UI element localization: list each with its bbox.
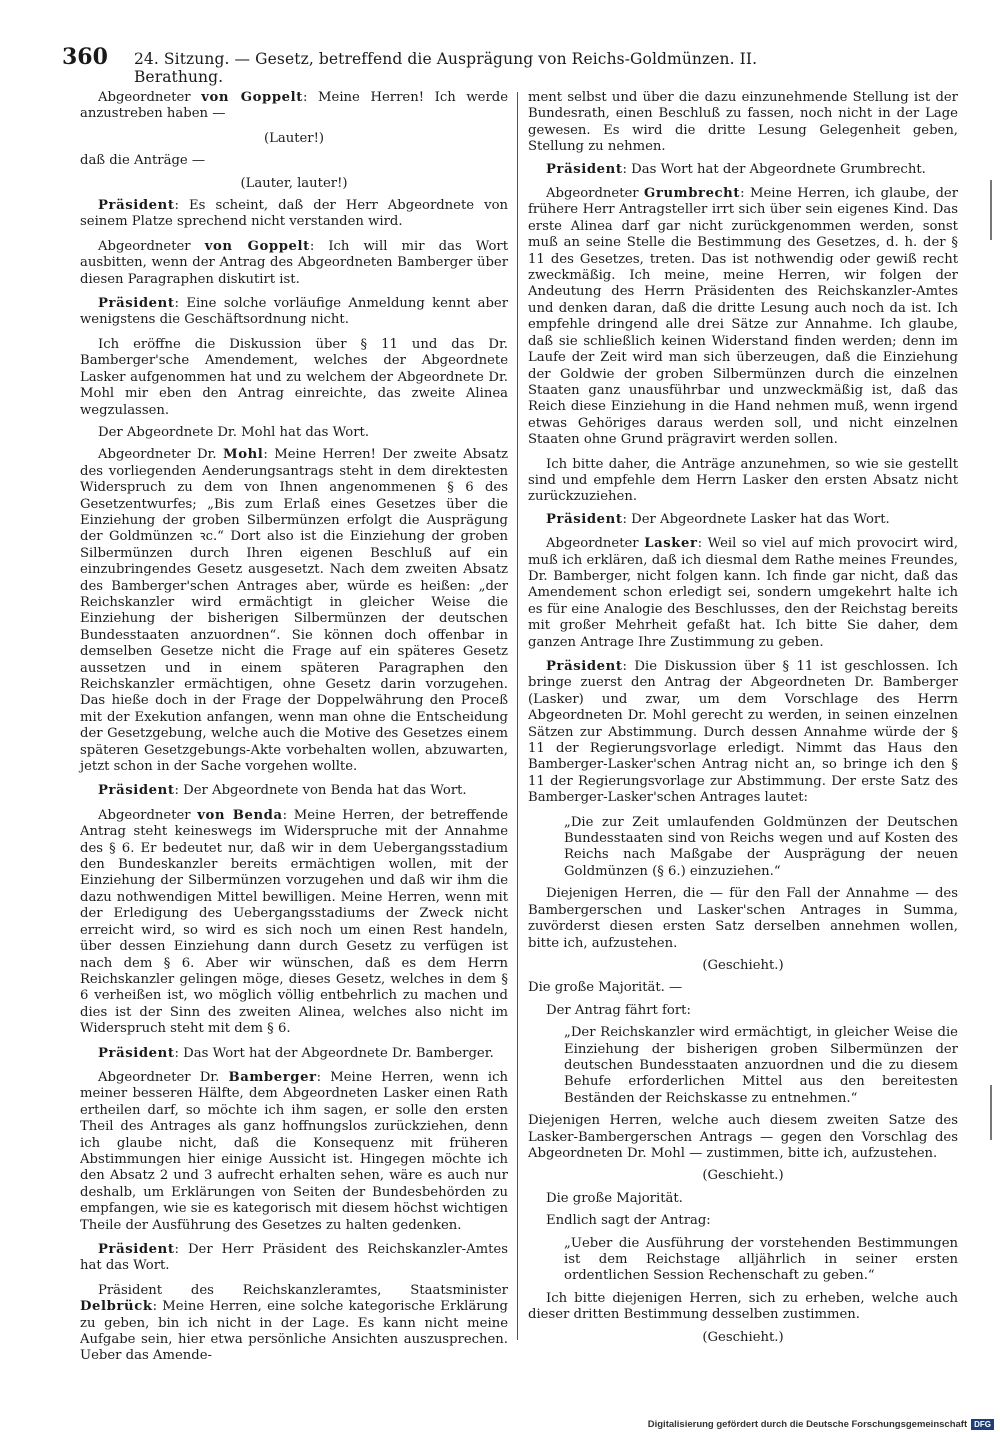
speech-paragraph (80, 808, 508, 1038)
speech-paragraph (80, 239, 508, 288)
speech-text: : Meine Herren, wenn ich meiner besseren Hälfte, dem Abgeordneten Lasker einen Rath ertheilen darf, so möchte ich ihm sagen, er solle den ersten Theil des Antrages als ganz hoffnungslos zurückziehen, denn ich glaube nicht, daß die Konsequenz mit früheren Abstimmungen hier einige Aussicht ist. Hingegen möchte ich den Absatz 2 und 3 aufrecht erhalten sehen, wäre es auch nur deshalb, um Erklärungen von Seiten der Bundesbehörden zu empfangen, wie sie es kategorisch mit diesem höchst wichtigen Theile der Ausführung des Gesetzes zu halten gedenken. (80, 1069, 508, 1233)
speech-paragraph (80, 447, 508, 775)
margin-mark (990, 1085, 992, 1140)
speaker-title: Abgeordneter Dr. (98, 1069, 229, 1085)
page-header (62, 44, 842, 86)
speaker-name: Bamberger (228, 1069, 317, 1085)
speaker-name: Delbrück (80, 1299, 153, 1315)
speech-paragraph (528, 186, 958, 449)
speaker-name: Lasker (644, 536, 698, 552)
right-column (528, 90, 958, 1352)
speaker-name: Präsident (546, 511, 623, 527)
speaker-title: Abgeordneter (98, 90, 202, 105)
text-paragraph: Der Abgeordnete Dr. Mohl hat das Wort. (98, 424, 370, 440)
speech-text: : Meine Herren, eine solche kategorische Erklärung zu geben, bin ich nicht in der Lage. Es kann nicht meine Aufgabe sein, hier etwa persönliche Ansichten auszusprechen. Ueber das Amende- (80, 1299, 508, 1364)
quoted-motion: „Ueber die Ausführung der vorstehenden Bestimmungen ist dem Reichstage alljährlich in seiner ersten ordentlichen Session Rechenschaft zu geben.“ (564, 1235, 958, 1284)
stage-direction: (Geschieht.) (702, 1329, 784, 1345)
text-paragraph: daß die Anträge — (80, 153, 206, 169)
speech-paragraph (528, 536, 958, 651)
speech-text: : Der Abgeordnete von Benda hat das Wort. (174, 783, 467, 799)
speech-text: : Meine Herren, der betreffende Antrag steht keineswegs im Widerspruche mit der Annahme des § 6. Er bedeutet nur, daß wir in dem Uebergangsstadium den Bundeskanzler bereits ermächtigen wollen, mit der Einziehung der Silbermünzen vorzugehen und daß wir ihm die dazu nothwendigen Mittel bewilligen. Meine Herren, wenn mit der Erledigung des Uebergangsstadiums der Zweck nicht erreicht wird, so wird es sich noch um einen Rest handeln, über dessen Einziehung dann durch Gesetz zu verfügen ist nach dem § 6. Aber wir wünschen, daß es dem Herrn Reichskanzler gelingen möge, dieses Gesetz, welches in dem § 6 verheißen ist, wo möglich völlig entbehrlich zu machen und dies ist der Sinn des zweiten Alinea, welches also nicht im Widerspruch steht mit dem § 6. (80, 807, 508, 1037)
text-paragraph: Die große Majorität. — (528, 980, 683, 996)
speech-text: : Es scheint, daß der Herr Abgeordnete von seinem Platze sprechend nicht verstanden wird. (80, 198, 508, 230)
quoted-motion: „Die zur Zeit umlaufenden Goldmünzen der Deutschen Bundesstaaten sind von Reichs wegen und auf Kosten des Reichs nach Maßgabe der Ausprägung der neuen Goldmünzen (§ 6.) einzuziehen.“ (564, 814, 958, 879)
speech-text: : Meine Herren, ich glaube, der frühere Herr Antragsteller irrt sich über sein eigenes Kind. Das erste Alinea darf gar nicht zurückgenommen werden, sonst muß an seine Stelle die Bestimmung des Gesetzes, d. h. der § 11 des Gesetzes, treten. Das ist nothwendig oder gewiß recht zweckmäßig. Ich meine, meine Herren, wir folgen der Andeutung des Herrn Präsidenten des Reichskanzler-Amtes und denken daran, daß die dritte Lesung auch noch da ist. Ich empfehle dringend alle drei Sätze zur Annahme. Ich glaube, daß sie schließlich keinen Widerstand finden werden; denn im Laufe der Zeit wird man sich überzeugen, daß die Einziehung der Goldwie der groben Silbermünzen durch die einzelnen Staaten ganz unausführbar und unzweckmäßig ist, daß das Reich diese Einziehung in die Hand nehmen muß, wenn irgend etwas Gehöriges daraus werden soll, und nicht einzelnen Staaten ohne Grund prägravirt werden sollen. (528, 186, 959, 448)
text-paragraph: Ich bitte daher, die Anträge anzunehmen, so wie sie gestellt sind und empfehle dem Herrn Lasker den ersten Absatz nicht zurückzuziehen. (528, 456, 958, 505)
speech-paragraph (528, 512, 958, 528)
speech-text: : Weil so viel auf mich provocirt wird, muß ich erklären, daß ich diesmal dem Rathe meines Freundes, Dr. Bamberger, nicht folgen kann. Ich finde gar nicht, daß das Amendement schon erledigt sei, sondern umgekehrt halte ich es für eine Analogie des Beschlusses, den der Reichstag bereits mit großer Mehrheit gefaßt hat. Ich bitte Sie daher, dem ganzen Antrage Ihre Zustimmung zu geben. (528, 536, 959, 650)
speech-paragraph (528, 659, 958, 807)
speaker-title: Abgeordneter (546, 186, 645, 202)
left-column (80, 90, 508, 1373)
column-divider (517, 92, 518, 1340)
text-paragraph: Die große Majorität. (546, 1190, 683, 1206)
speaker-name: Präsident (98, 1045, 175, 1061)
speech-paragraph (528, 162, 958, 178)
dfg-logo: DFG (971, 1419, 994, 1430)
speech-paragraph (80, 1242, 508, 1275)
speech-paragraph (80, 296, 508, 329)
running-head: 24. Sitzung. — Gesetz, betreffend die Ausprägung von Reichs-Goldmünzen. II. Berathung. (133, 50, 758, 86)
speech-text: : Meine Herren! Ich werde anzustreben haben — (80, 90, 509, 122)
speaker-title: Abgeordneter (546, 536, 645, 552)
text-paragraph: Ich eröffne die Diskussion über § 11 und das Dr. Bamberger'sche Amendement, welches der Abgeordnete Lasker aufgenommen hat und zu welchem der Abgeordnete Dr. Mohl mir eben den Antrag einreichte, das zweite Alinea wegzulassen. (80, 336, 508, 418)
speech-paragraph (80, 1283, 508, 1365)
stage-direction: (Lauter!) (263, 130, 325, 146)
text-paragraph: Endlich sagt der Antrag: (546, 1213, 711, 1229)
speech-paragraph (80, 1046, 508, 1062)
stage-direction: (Geschieht.) (702, 1168, 784, 1184)
stage-direction: (Lauter, lauter!) (240, 175, 348, 191)
speaker-name: Grumbrecht (644, 186, 741, 202)
text-paragraph: Der Antrag fährt fort: (546, 1002, 691, 1018)
speech-text: : Der Abgeordnete Lasker hat das Wort. (622, 511, 890, 527)
speech-text: : Die Diskussion über § 11 ist geschlossen. Ich bringe zuerst den Antrag der Abgeordneten Dr. Bamberger (Lasker) und zwar, um dem Vorschlage des Herrn Abgeordneten Dr. Mohl gerecht zu werden, in seinen einzelnen Sätzen zur Abstimmung. Durch dessen Annahme würde der § 11 der Regierungsvorlage erledigt. Nimmt das Haus den Bamberger-Lasker'schen Antrag nicht an, so bringe ich den § 11 der Regierungsvorlage zur Abstimmung. Der erste Satz des Bamberger-Lasker'schen Antrages lautet: (528, 659, 958, 806)
speaker-name: Mohl (223, 447, 264, 463)
speech-paragraph (80, 783, 508, 799)
speaker-name: Präsident (546, 161, 623, 177)
speaker-name: Präsident (98, 1242, 175, 1257)
speech-paragraph (80, 198, 508, 231)
speaker-title: Abgeordneter Dr. (98, 447, 223, 463)
speaker-name: Präsident (98, 198, 175, 214)
speaker-name: von Goppelt (201, 90, 303, 105)
speech-text: : Eine solche vorläufige Anmeldung kennt aber wenigstens die Geschäftsordnung nicht. (80, 296, 508, 328)
page-number: 360 (62, 44, 108, 70)
speech-paragraph (80, 90, 508, 123)
quoted-motion: „Der Reichskanzler wird ermächtigt, in gleicher Weise die Einziehung der bisherigen groben Silbermünzen der deutschen Bundesstaaten anzuordnen und die zu diesem Behufe erforderlichen Mittel aus den bereitesten Beständen der Reichskasse zu entnehmen.“ (564, 1025, 958, 1106)
speaker-name: von Goppelt (204, 238, 310, 254)
speaker-name: Präsident (98, 783, 175, 799)
speech-text: : Ich will mir das Wort ausbitten, wenn der Antrag des Abgeordneten Bamberger über diesen Paragraphen diskutirt ist. (80, 238, 508, 287)
credit-text: Digitalisierung gefördert durch die Deutsche Forschungsgemeinschaft (647, 1419, 968, 1430)
speaker-name: Präsident (98, 296, 175, 312)
digitization-credit (648, 1419, 994, 1430)
speaker-name: Präsident (546, 659, 623, 674)
speaker-title: Präsident des Reichskanzleramtes, Staatsminister (98, 1282, 508, 1298)
stage-direction: (Geschieht.) (702, 957, 784, 973)
speech-text: : Das Wort hat der Abgeordnete Grumbrecht. (622, 161, 926, 177)
speaker-title: Abgeordneter (98, 238, 205, 254)
text-paragraph: Diejenigen Herren, welche auch diesem zweiten Satze des Lasker-Bambergerschen Antrags — gegen den Vorschlag des Abgeordneten Dr. Mohl — zustimmen, bitte ich, aufzustehen. (528, 1113, 958, 1161)
speech-text: : Meine Herren! Der zweite Absatz des vorliegenden Aenderungsantrags steht in dem direktesten Widerspruch zu dem von Ihnen angenommenen § 6 des Gesetzentwurfes; „Bis zum Erlaß eines Gesetzes über die Einziehung der groben Silbermünzen erfolgt die Ausprägung der Goldmünzen ꝛc.“ Dort also ist die Einziehung der groben Silbermünzen durch Ihren eigenen Beschluß auf ein einzubringendes Gesetz ausgesetzt. Nach dem zweiten Absatz des Bamberger'schen Antrages aber, würde es heißen: „der Reichskanzler wird ermächtigt in gleicher Weise die Einziehung der bisherigen Silbermünzen der deutschen Bundesstaaten anzuordnen“. Sie können doch offenbar in demselben Gesetze nicht die Frage auf ein späteres Gesetz aussetzen und in einem späteren Paragraphen den Reichskanzler ermächtigen, ohne Gesetz darin vorzugehen. Das hieße doch in der Frage der Doppelwährung den Proceß mit der Exekution anfangen, wenn man ohne die Entscheidung der Gesetzgebung, welche auch die Motive des Gesetzes einem späteren Gesetzgebungs-Akte vorbehalten wollen, abzuwarten, jetzt schon in der Sache vorgehen wollte. (80, 447, 508, 775)
speaker-name: von Benda (197, 807, 283, 823)
speech-text: : Der Herr Präsident des Reichskanzler-Amtes hat das Wort. (80, 1242, 508, 1274)
speech-text: : Das Wort hat der Abgeordnete Dr. Bamberger. (174, 1045, 494, 1061)
speech-paragraph (80, 1070, 508, 1234)
text-paragraph: Diejenigen Herren, die — für den Fall der Annahme — des Bambergerschen und Lasker'schen Antrages in Summa, zuvörderst diesen ersten Satz derselben annehmen wollen, bitte ich, aufzustehen. (528, 886, 958, 951)
text-paragraph: ment selbst und über die dazu einzunehmende Stellung ist der Bundesrath, einen Beschluß zu fassen, noch nicht in der Lage gewesen. Es wird die dritte Lesung Gelegenheit geben, Stellung zu nehmen. (528, 90, 958, 155)
text-paragraph: Ich bitte diejenigen Herren, sich zu erheben, welche auch dieser dritten Bestimmung desselben zustimmen. (528, 1290, 958, 1323)
speaker-title: Abgeordneter (98, 807, 198, 823)
margin-mark (990, 180, 992, 240)
